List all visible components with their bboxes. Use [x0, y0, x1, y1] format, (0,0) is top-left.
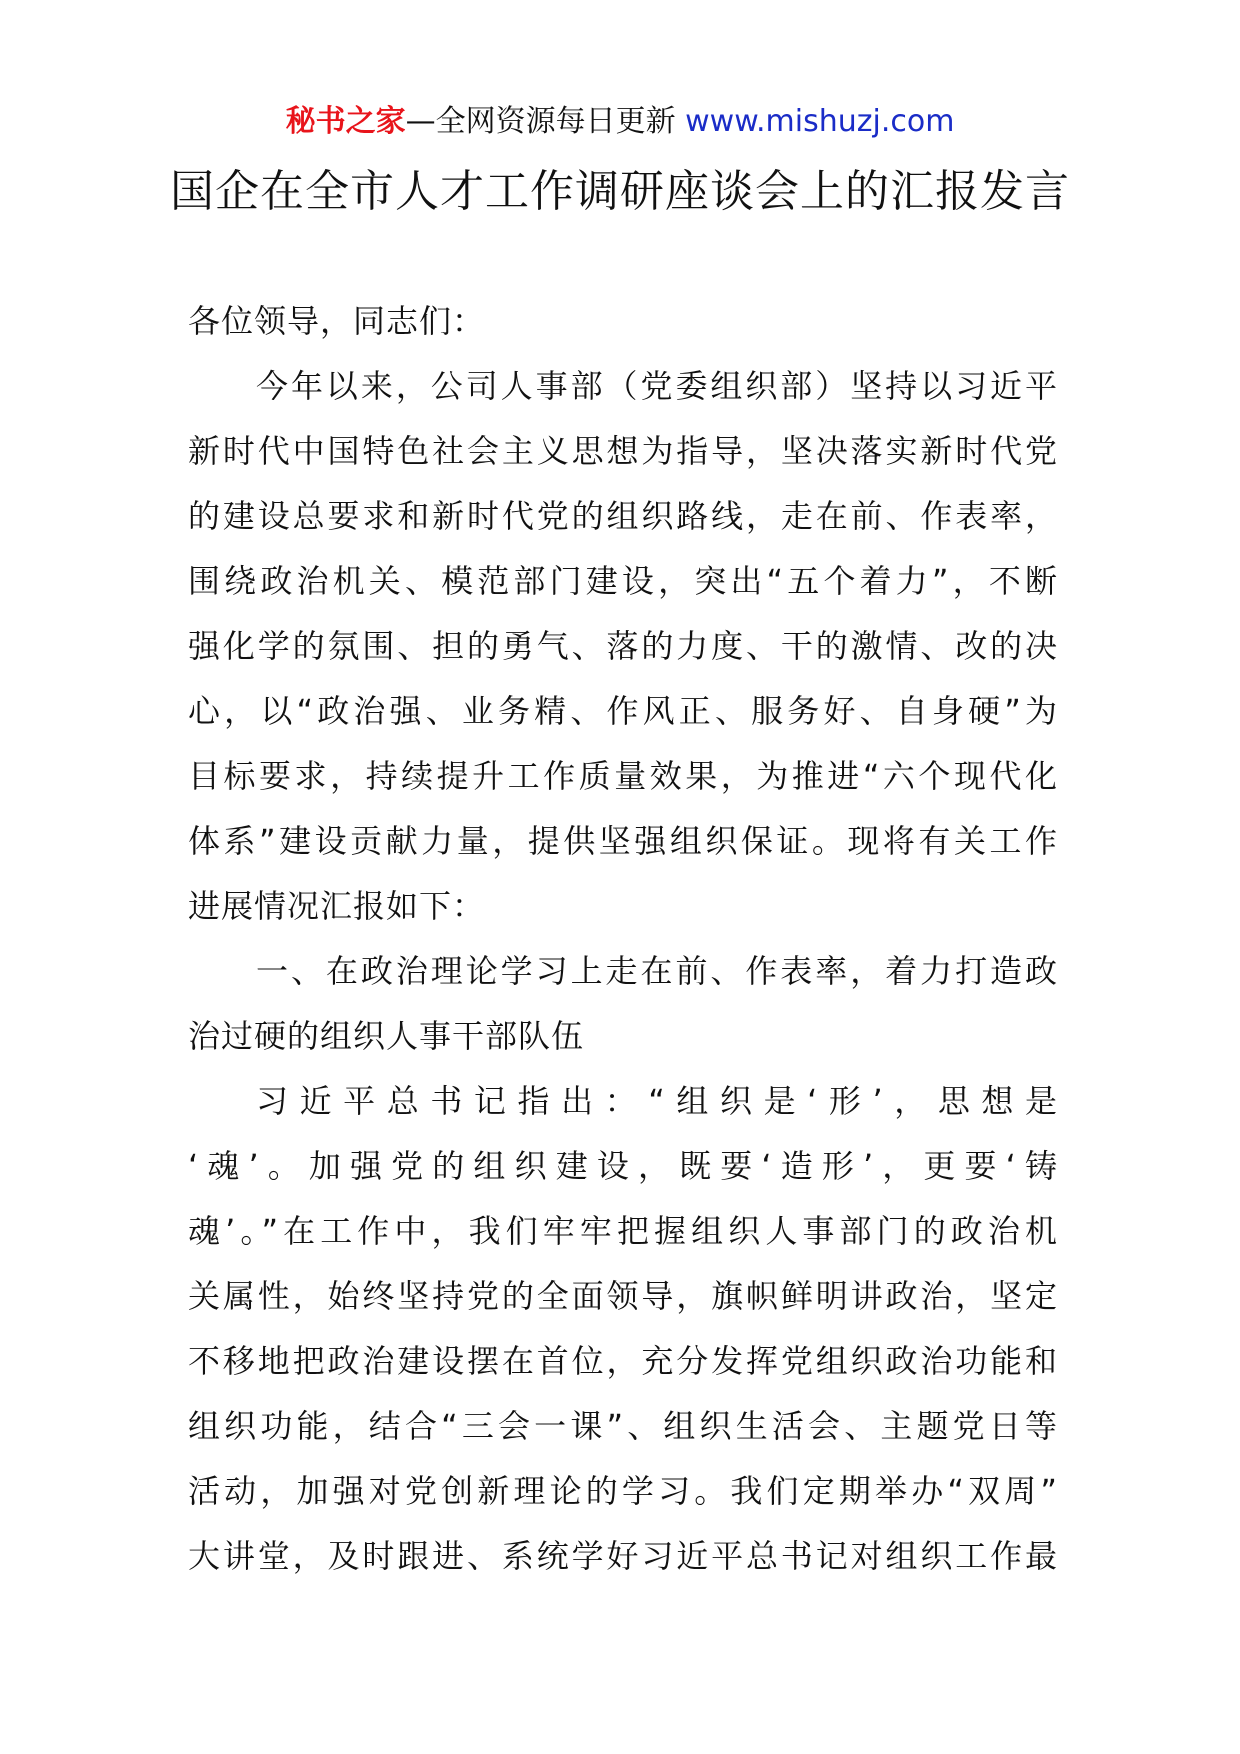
paragraph-line: 的建设总要求和新时代党的组织路线，走在前、作表率，: [188, 497, 1058, 535]
paragraph-line: 组织功能，结合“三会一课”、组织生活会、主题党日等: [188, 1407, 1058, 1445]
paragraph-line: 目标要求，持续提升工作质量效果，为推进“六个现代化: [188, 757, 1058, 795]
section-heading-line: 一、在政治理论学习上走在前、作表率，着力打造政: [256, 952, 1058, 990]
section-heading-line: 治过硬的组织人事干部队伍: [188, 1017, 585, 1055]
paragraph-line: 进展情况汇报如下：: [188, 887, 486, 925]
paragraph-line: 体系”建设贡献力量，提供坚强组织保证。现将有关工作: [188, 822, 1058, 860]
paragraph-line: 关属性，始终坚持党的全面领导，旗帜鲜明讲政治，坚定: [188, 1277, 1058, 1315]
paragraph-line: 心，以“政治强、业务精、作风正、服务好、自身硬”为: [188, 692, 1058, 730]
paragraph-line: 不移地把政治建设摆在首位，充分发挥党组织政治功能和: [188, 1342, 1058, 1380]
paragraph-line: 活动，加强对党创新理论的学习。我们定期举办“双周”: [188, 1472, 1058, 1510]
paragraph-line: 新时代中国特色社会主义思想为指导，坚决落实新时代党: [188, 432, 1058, 470]
site-header: [0, 100, 1240, 144]
salutation-line: 各位领导，同志们：: [188, 302, 486, 340]
paragraph-line: 围绕政治机关、模范部门建设，突出“五个着力”，不断: [188, 562, 1058, 600]
site-tagline: —全网资源每日更新: [405, 104, 686, 139]
paragraph-line: 习近平总书记指出：“组织是‘形’，思想是: [256, 1082, 1058, 1120]
site-brand: 秘书之家: [285, 104, 406, 139]
paragraph-line: 魂’。”在工作中，我们牢牢把握组织人事部门的政治机: [188, 1212, 1058, 1250]
paragraph-line: 强化学的氛围、担的勇气、落的力度、干的激情、改的决: [188, 627, 1058, 665]
paragraph-line: 今年以来，公司人事部（党委组织部）坚持以习近平: [256, 367, 1058, 405]
paragraph-line: ‘魂’。加强党的组织建设，既要‘造形’，更要‘铸: [188, 1147, 1058, 1185]
document-body: [188, 289, 1058, 1589]
paragraph-line: 大讲堂，及时跟进、系统学好习近平总书记对组织工作最: [188, 1537, 1058, 1575]
document-title: 国企在全市人才工作调研座谈会上的汇报发言: [170, 166, 1070, 217]
site-url-link[interactable]: www.mishuzj.com: [685, 104, 955, 139]
